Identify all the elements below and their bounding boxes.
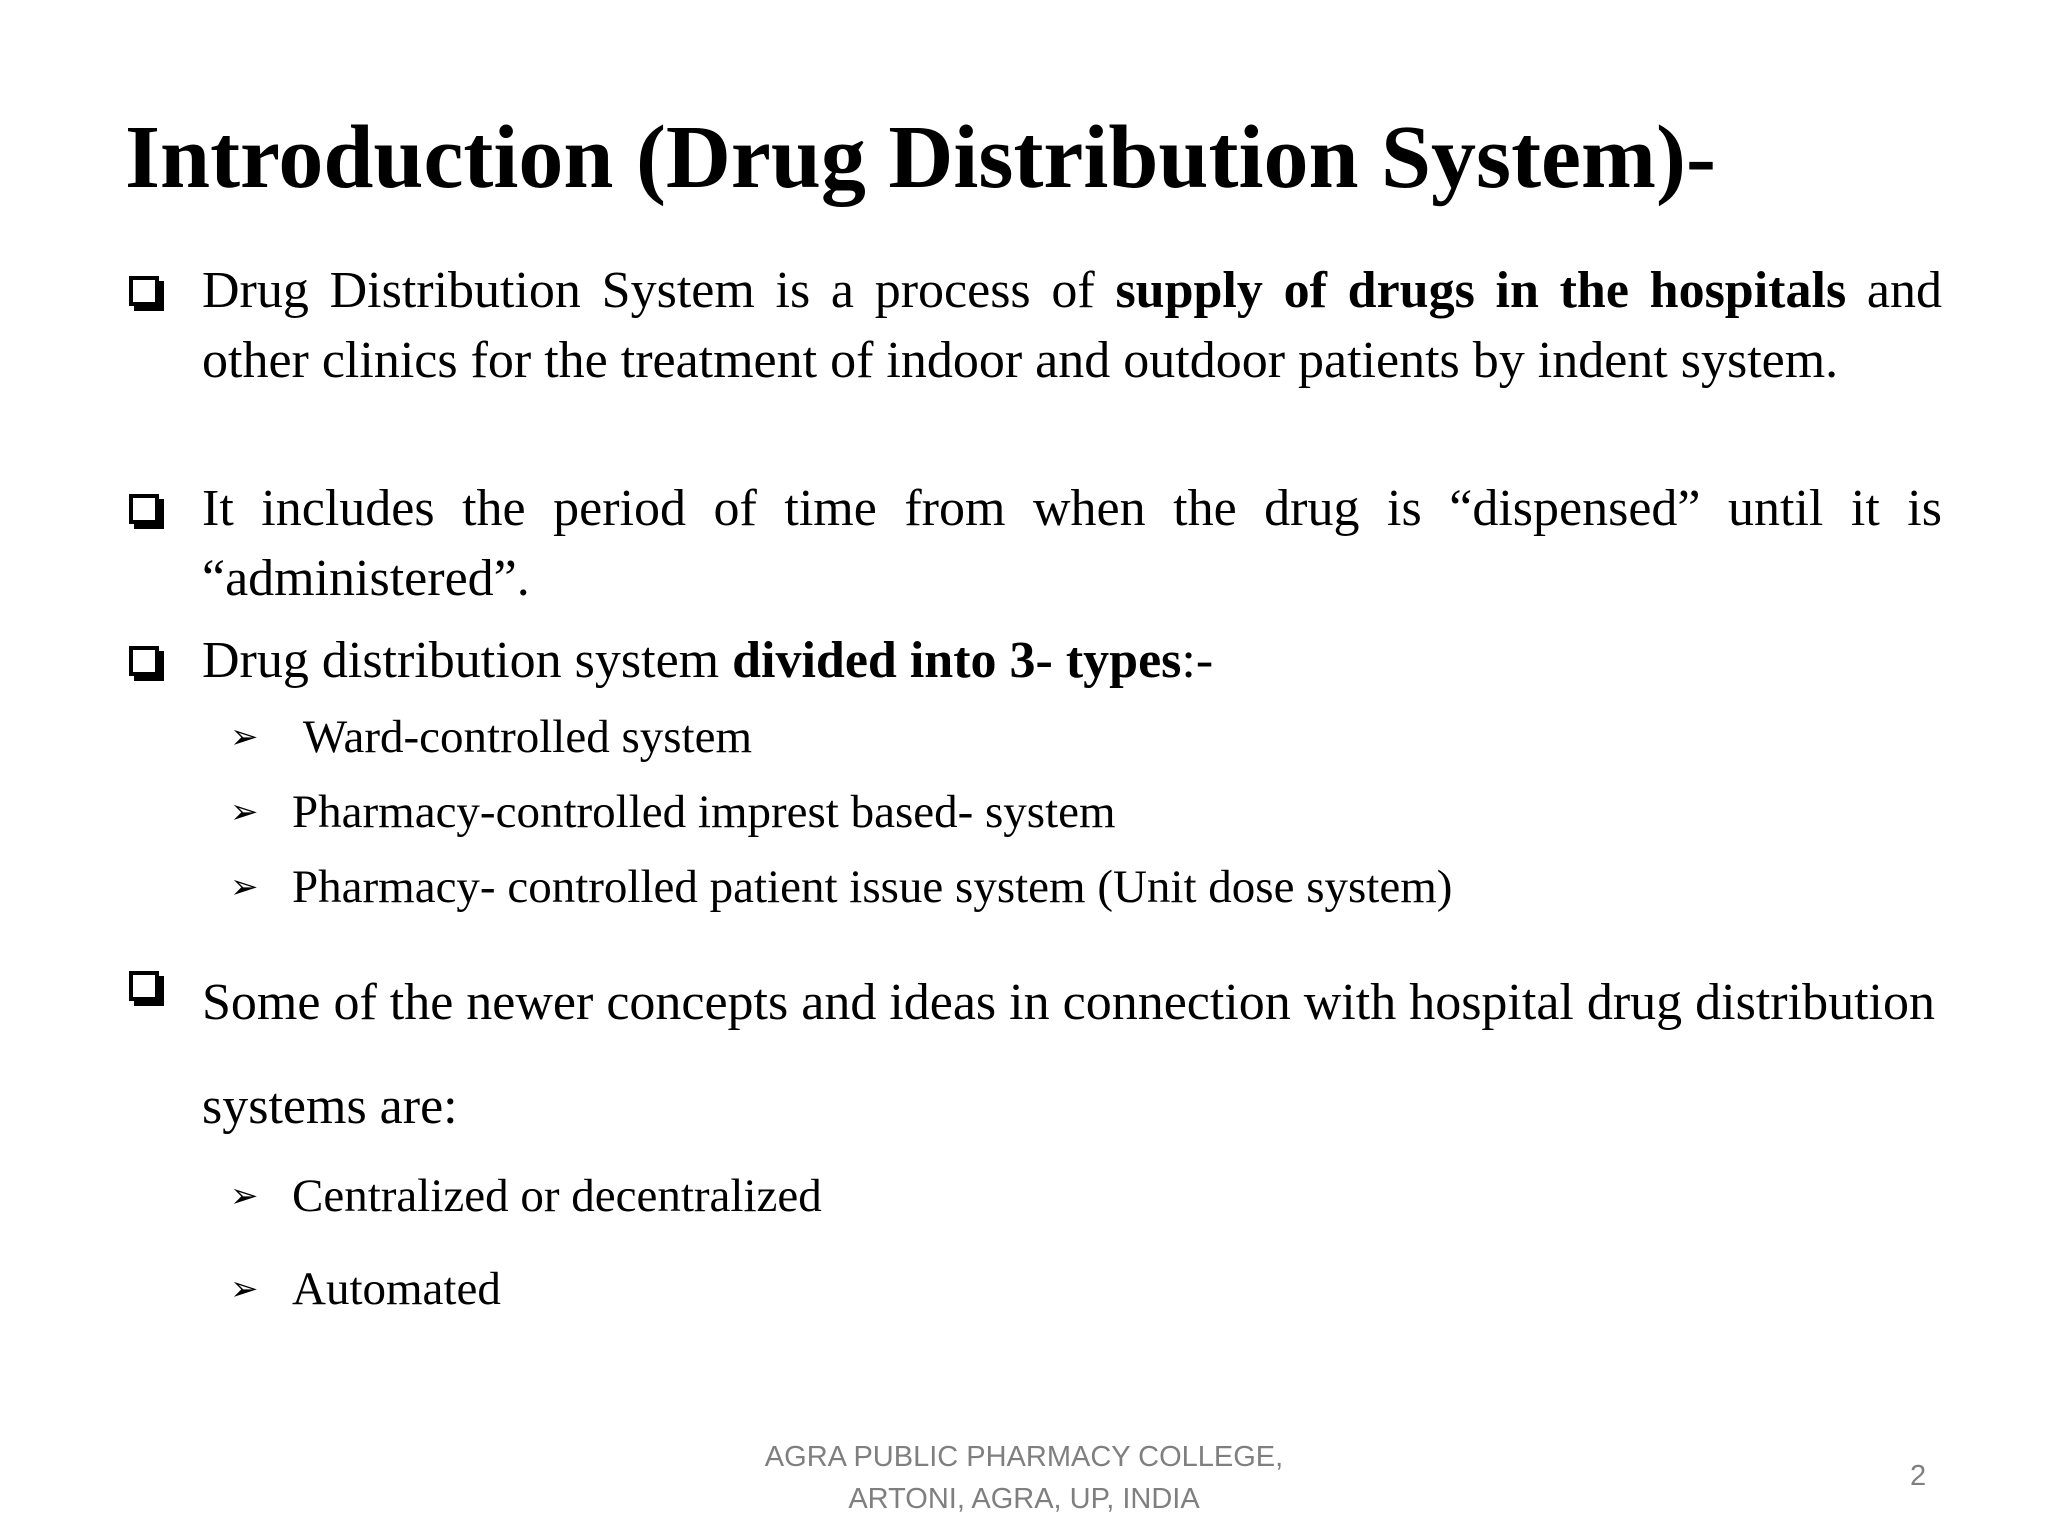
type-item-ward — [230, 711, 753, 763]
bullet-text: Some of the newer concepts and ideas in connection with hospital drug distribution systems are: — [202, 974, 1935, 1135]
arrow-bullet-icon: ➢ — [230, 1269, 259, 1309]
concept-item-automated — [230, 1263, 501, 1315]
concept-label: Centralized or decentralized — [292, 1170, 822, 1222]
page-number: 2 — [1910, 1460, 1927, 1492]
bullet-item — [125, 474, 1942, 614]
checkbox-bullet-icon — [129, 494, 159, 524]
bullet-item — [125, 256, 1942, 396]
footer-line: ARTONI, AGRA, UP, INDIA — [848, 1483, 1200, 1515]
type-item-unit-dose — [230, 861, 1453, 913]
type-item-imprest — [230, 786, 1116, 838]
arrow-bullet-icon: ➢ — [230, 717, 259, 757]
slide-title: Introduction (Drug Distribution System)- — [125, 108, 1716, 207]
footer-line: AGRA PUBLIC PHARMACY COLLEGE, — [764, 1441, 1284, 1473]
bullet-item — [125, 951, 1942, 1159]
checkbox-bullet-icon — [129, 971, 159, 1001]
arrow-bullet-icon: ➢ — [230, 867, 259, 907]
bullet-text: It includes the period of time from when the drug is “dispensed” until it is “administered”. — [202, 480, 1942, 607]
bullet-text: Drug distribution system divided into 3- types:- — [202, 632, 1214, 689]
checkbox-bullet-icon — [129, 646, 159, 676]
concept-label: Automated — [292, 1263, 501, 1315]
concept-item-centralized — [230, 1170, 822, 1222]
arrow-bullet-icon: ➢ — [230, 792, 259, 832]
footer-college-name — [0, 1436, 2048, 1520]
bullet-item — [125, 626, 1942, 696]
type-label: Pharmacy- controlled patient issue system (Unit dose system) — [292, 861, 1453, 913]
type-label: Pharmacy-controlled imprest based- system — [292, 786, 1116, 838]
bullet-text: Drug Distribution System is a process of supply of drugs in the hospitals and other clinics for the treatment of indoor and outdoor patients by indent system. — [202, 262, 1942, 389]
type-label: Ward-controlled system — [292, 711, 753, 763]
arrow-bullet-icon: ➢ — [230, 1176, 259, 1216]
checkbox-bullet-icon — [129, 276, 159, 306]
